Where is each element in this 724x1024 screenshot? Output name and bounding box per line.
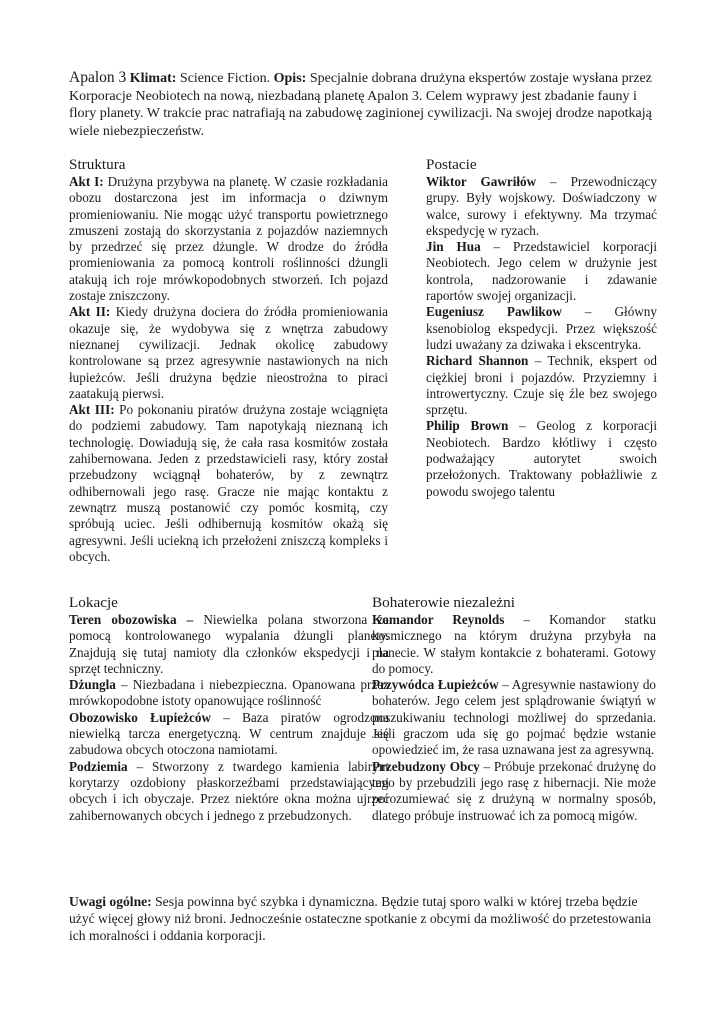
character-name: Eugeniusz Pawlikow bbox=[426, 304, 562, 320]
character-entry bbox=[426, 418, 657, 499]
character-name: Jin Hua bbox=[426, 239, 481, 255]
act-paragraph bbox=[69, 402, 388, 565]
location-entry bbox=[69, 759, 389, 824]
act-text: Drużyna przybywa na planetę. W czasie rozkładania obozu dostarczona jest im informacja o dziwnym promieniowaniu. Nie mogąc użyć transportu powietrznego zmuszeni zostają do skorzystania z pojazdów naziemnych by przedrzeć się przez dżungle. W drodze do źródła promieniowania za pomocą kontroli roślinności dżungli atakują ich roje mrówkopodobnych stworzeń. Ich pojazd zostaje zniszczony. bbox=[69, 174, 388, 304]
act-text: Kiedy drużyna dociera do źródła promieniowania okazuje się, że wydobywa się z wnętrza zabudowy nieznanej cywilizacji. Jednak okolicę zabudowy kontrolowane są przez agresywnie nastawionych na nich łupieżców. Jeśli drużyna będzie nieostrożna to piraci zaatakują pierwsi. bbox=[69, 304, 389, 401]
postacie-section bbox=[426, 156, 657, 500]
general-notes bbox=[69, 893, 659, 945]
character-entry bbox=[426, 239, 657, 304]
location-description: – Stworzony z twardego kamienia labirynt korytarzy ozdobiony płaskorzeźbami przedstawiającymi obcych i ich obyczaje. Przez niektóre okna można ujrzeć zahibernowanych obcych i jednego z przebudzonych. bbox=[69, 758, 389, 823]
character-description: – Technik, ekspert od ciężkiej broni i pojazdów. Przyziemny i introwertyczny. Czuje się źle bez swojego sprzętu. bbox=[426, 353, 657, 418]
location-name: Obozowisko Łupieżców bbox=[69, 709, 211, 725]
npc-name: Przywódca Łupieżców bbox=[372, 677, 499, 693]
document-title: Apalon 3 bbox=[69, 69, 127, 86]
npc-entry bbox=[372, 677, 656, 758]
npc-name: Komandor Reynolds bbox=[372, 612, 505, 627]
location-description: – Niezbadana i niebezpieczna. Opanowana przez mrówkopodobne istoty opanowujące roślinność bbox=[69, 677, 389, 709]
bohaterowie-section bbox=[372, 594, 656, 824]
intro-paragraph bbox=[69, 69, 659, 140]
npc-entry bbox=[372, 759, 656, 824]
act-label: Akt II: bbox=[69, 304, 111, 320]
act-text: Po pokonaniu piratów drużyna zostaje wciągnięta do podziemi zabudowy. Tam napotykają nieznaną ich technologię. Dowiadują się, że cała rasa kosmitów została zahibernowana. Jeden z przedstawicieli rasy, który został przebudzony wciągnął bohaterów, by z zewnątrz odhibernowali jego rasę. Gracze nie mając kontaktu z zewnątrz muszą postanowić czy pomóc kosmitą, czy spróbują uciec. Jeśli odhibernują kosmitów okażą się agresywni. Jeśli uciekną ich przełożeni zniszczą kompleks i obcych. bbox=[69, 402, 389, 564]
npc-description: – Komandor statku kosmicznego na którym drużyna przybyła na planecie. W stałym kontakcie z bohaterami. Gotowy do pomocy. bbox=[372, 612, 657, 676]
act-label: Akt III: bbox=[69, 402, 115, 418]
lokacje-heading: Lokacje bbox=[69, 594, 118, 611]
location-description: Niewielka polana stworzona za pomocą kontrolowanego wypalania dżungli planety. Znajdują się tutaj namioty dla członków ekspedycji i na sprzęt techniczny. bbox=[69, 612, 389, 676]
location-name: Podziemia bbox=[69, 758, 128, 774]
location-entry bbox=[69, 710, 389, 759]
character-description: – Geolog z korporacji Neobiotech. Bardzo kłótliwy i często podważający autorytet swoich przełożonych. Traktowany pobłażliwie z powodu swojego talentu bbox=[426, 418, 657, 499]
act-label: Akt I: bbox=[69, 174, 104, 189]
struktura-section bbox=[69, 156, 388, 565]
klimat-label: Klimat: bbox=[129, 71, 177, 86]
character-entry bbox=[426, 353, 657, 418]
opis-text: Specjalnie dobrana drużyna ekspertów zostaje wysłana przez Korporacje Neobiotech na nową, niezbadaną planetę Apalon 3. Celem wyprawy jest zbadanie fauny i flory planety. W trakcie prac natrafiają na zabudowę zaginionej cywilizacji. Na swojej drodze napotkają wiele niebezpieczeństw. bbox=[69, 71, 652, 139]
character-description: – Przedstawiciel korporacji Neobiotech. Jego celem w drużynie jest kontrola, nadzorowanie i zdawanie raportów swojej organizacji. bbox=[426, 239, 658, 304]
character-entry bbox=[426, 304, 657, 353]
location-entry bbox=[69, 677, 389, 710]
bohaterowie-heading: Bohaterowie niezależni bbox=[372, 594, 515, 611]
struktura-heading: Struktura bbox=[69, 156, 126, 173]
postacie-heading: Postacie bbox=[426, 156, 477, 173]
notes-label: Uwagi ogólne: bbox=[69, 894, 152, 909]
character-description: – Przewodniczący grupy. Były wojskowy. Doświadczony w walce, surowy i efektywny. Ma trzymać ekspedycję w ryzach. bbox=[426, 174, 657, 238]
npc-description: – Próbuje przekonać drużynę do tego by przebudzili jego rasę z hibernacji. Nie może porozumiewać się z drużyną w normalny sposób, dlatego próbuje instruować ich za pomocą migów. bbox=[372, 758, 656, 823]
act-paragraph bbox=[69, 174, 388, 304]
location-entry bbox=[69, 612, 389, 677]
opis-label: Opis: bbox=[273, 71, 307, 86]
npc-description: – Agresywnie nastawiony do bohaterów. Jego celem jest splądrowanie świątyń w poszukiwaniu technologi możliwej do sprzedania. Jeśli graczom uda się go pojmać będzie wstanie opowiedzieć im, że rasa uznawana jest za agresywną. bbox=[372, 677, 657, 758]
character-name: Wiktor Gawriłów bbox=[426, 174, 537, 189]
character-name: Philip Brown bbox=[426, 418, 509, 434]
npc-entry bbox=[372, 612, 656, 677]
location-name: Teren obozowiska – bbox=[69, 612, 194, 627]
lokacje-section bbox=[69, 594, 389, 824]
character-entry bbox=[426, 174, 657, 239]
character-description: – Główny ksenobiolog ekspedycji. Przez większość ludzi uważany za dziwaka i ekscentryka. bbox=[426, 304, 657, 352]
location-description: – Baza piratów ogrodzona niewielką tarcza energetyczną. W centrum znajduje się zabudowa obcych otoczona namiotami. bbox=[69, 709, 389, 758]
act-paragraph bbox=[69, 304, 388, 402]
location-name: Dżungla bbox=[69, 677, 116, 693]
character-name: Richard Shannon bbox=[426, 353, 529, 369]
klimat-value: Science Fiction. bbox=[179, 71, 271, 86]
notes-text: Sesja powinna być szybka i dynamiczna. Będzie tutaj sporo walki w której trzeba będzie użyć więcej głowy niż broni. Jednocześnie ostateczne spotkanie z obcymi da możliwość do przetestowania ich moralności i oddania korporacji. bbox=[69, 894, 652, 944]
npc-name: Przebudzony Obcy bbox=[372, 758, 480, 774]
